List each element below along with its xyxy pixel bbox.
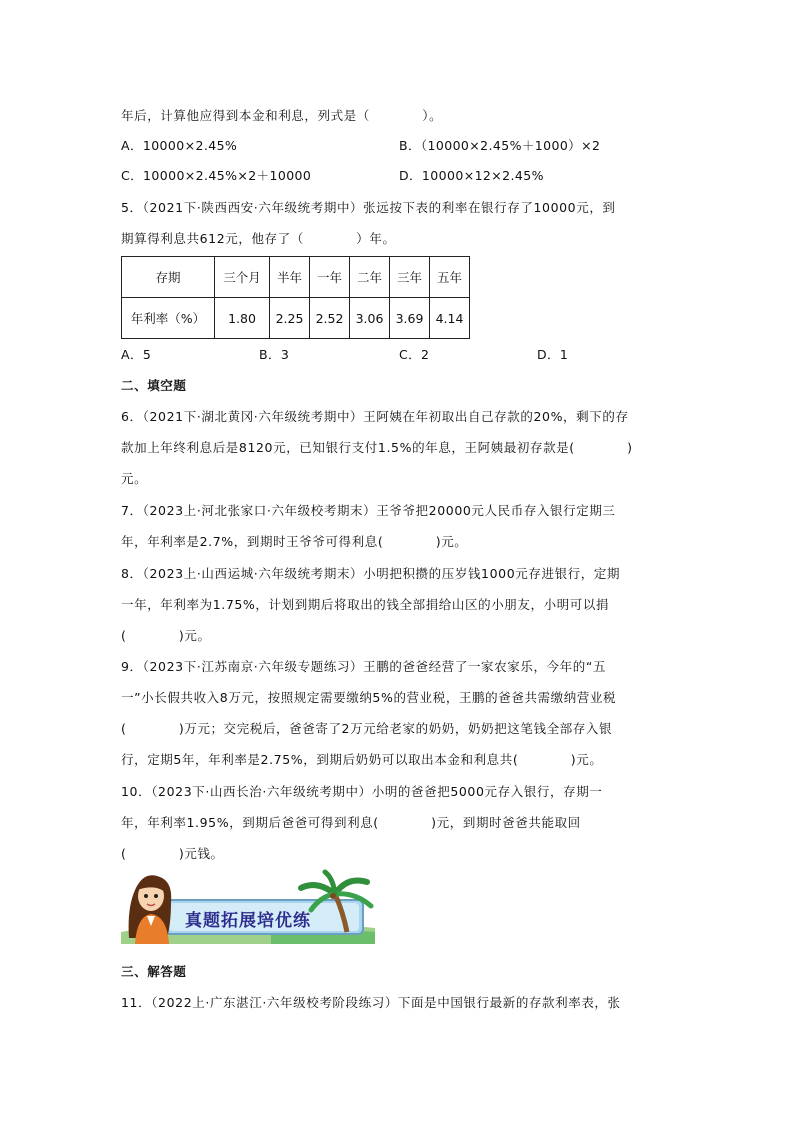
q5-option-c: C．2 — [399, 347, 430, 362]
table-cell: 三年 — [390, 257, 430, 298]
q10-line-2: 年，年利率1.95%，到期后爸爸可得到利息( )元，到期时爸爸共能取回 — [121, 815, 581, 830]
banner-title: 真题拓展培优练 — [185, 911, 311, 931]
q9-line-1: 9．（2023下·江苏南京·六年级专题练习）王鹏的爸爸经营了一家农家乐，今年的“五 — [121, 659, 607, 674]
table-cell: 一年 — [310, 257, 350, 298]
q4-option-b: B．（10000×2.45%＋1000）×2 — [399, 138, 601, 153]
table-cell: 2.52 — [310, 298, 350, 339]
q8-line-3: ( )元。 — [121, 628, 211, 643]
q6-line-1: 6．（2021下·湖北黄冈·六年级统考期中）王阿姨在年初取出自己存款的20%，剩下的存 — [121, 409, 629, 424]
q4-option-d: D．10000×12×2.45% — [399, 168, 544, 183]
q5-option-b: B．3 — [259, 347, 290, 362]
table-row — [122, 257, 470, 298]
q4-option-a: A．10000×2.45% — [121, 138, 238, 153]
q6-line-2: 款加上年终利息后是8120元，已知银行支付1.5%的年息，王阿姨最初存款是( ) — [121, 440, 633, 455]
table-cell: 存期 — [122, 257, 215, 298]
q7-line-2: 年，年利率是2.7%，到期时王爷爷可得利息( )元。 — [121, 534, 468, 549]
table-cell: 年利率（%） — [122, 298, 215, 339]
q4-option-c: C．10000×2.45%×2＋10000 — [121, 168, 312, 183]
q6-line-3: 元。 — [121, 471, 148, 486]
table-cell: 三个月 — [215, 257, 270, 298]
table-cell: 二年 — [350, 257, 390, 298]
section-heading-fill-in: 二、填空题 — [121, 378, 187, 393]
practice-banner — [121, 868, 375, 944]
interest-rate-table — [121, 256, 470, 339]
q4-line: 年后，计算他应得到本金和利息，列式是（ ）。 — [121, 108, 443, 123]
q8-line-1: 8．（2023上·山西运城·六年级统考期末）小明把积攒的压岁钱1000元存进银行，定期 — [121, 566, 621, 581]
q9-line-3: ( )万元；交完税后，爸爸寄了2万元给老家的奶奶，奶奶把这笔钱全部存入银 — [121, 721, 613, 736]
table-cell: 4.14 — [430, 298, 470, 339]
table-cell: 2.25 — [270, 298, 310, 339]
q5-line-1: 5．（2021下·陕西西安·六年级统考期中）张远按下表的利率在银行存了10000元，到 — [121, 200, 616, 215]
q9-line-4: 行，定期5年，年利率是2.75%，到期后奶奶可以取出本金和利息共( )元。 — [121, 752, 603, 767]
table-cell: 3.69 — [390, 298, 430, 339]
q5-line-2: 期算得利息共612元，他存了（ ）年。 — [121, 231, 396, 246]
q9-line-2: 一”小长假共收入8万元，按照规定需要缴纳5%的营业税，王鹏的爸爸共需缴纳营业税 — [121, 690, 617, 705]
q7-line-1: 7．（2023上·河北张家口·六年级校考期末）王爷爷把20000元人民币存入银行定期三 — [121, 503, 616, 518]
q10-line-3: ( )元钱。 — [121, 846, 224, 861]
table-row — [122, 298, 470, 339]
q5-option-d: D．1 — [537, 347, 569, 362]
q5-option-a: A．5 — [121, 347, 152, 362]
q8-line-2: 一年，年利率为1.75%，计划到期后将取出的钱全部捐给山区的小朋友，小明可以捐 — [121, 597, 610, 612]
q11-line-1: 11．（2022上·广东湛江·六年级校考阶段练习）下面是中国银行最新的存款利率表，张 — [121, 995, 621, 1010]
table-cell: 五年 — [430, 257, 470, 298]
section-heading-answers: 三、解答题 — [121, 964, 187, 979]
q10-line-1: 10．（2023下·山西长治·六年级统考期中）小明的爸爸把5000元存入银行，存期一 — [121, 784, 603, 799]
table-cell: 1.80 — [215, 298, 270, 339]
table-cell: 半年 — [270, 257, 310, 298]
table-cell: 3.06 — [350, 298, 390, 339]
